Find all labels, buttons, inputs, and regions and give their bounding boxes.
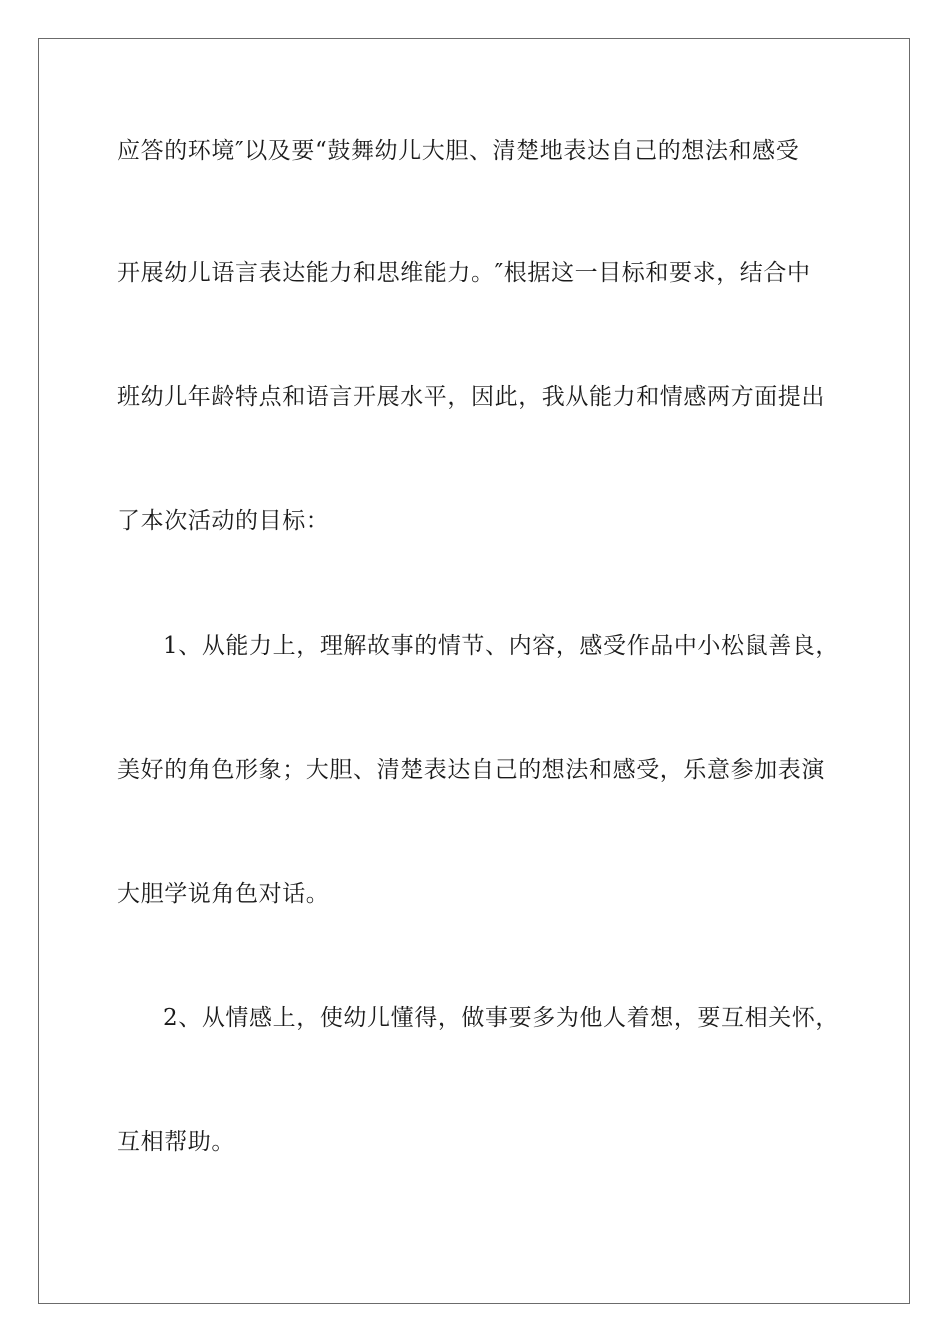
goal-1-line-3: 大胆学说角色对话。: [117, 881, 330, 907]
goal-2-line-2: 互相帮助。: [117, 1129, 235, 1155]
paragraph-line-1: 应答的环境″以及要“鼓舞幼儿大胆、清楚地表达自己的想法和感受: [117, 138, 800, 164]
paragraph-line-3: 班幼儿年龄特点和语言开展水平，因此，我从能力和情感两方面提出: [117, 384, 825, 410]
paragraph-line-4: 了本次活动的目标：: [117, 508, 330, 534]
goal-2-line-1: 2、从情感上，使幼儿懂得，做事要多为他人着想，要互相关怀，: [163, 1005, 840, 1031]
goal-1-line-1: 1、从能力上，理解故事的情节、内容，感受作品中小松鼠善良，: [163, 633, 840, 659]
goal-1-line-2: 美好的角色形象；大胆、清楚表达自己的想法和感受，乐意参加表演: [117, 757, 825, 783]
paragraph-line-2: 开展幼儿语言表达能力和思维能力。″根据这一目标和要求，结合中: [117, 260, 811, 286]
page-border: [38, 38, 910, 1304]
